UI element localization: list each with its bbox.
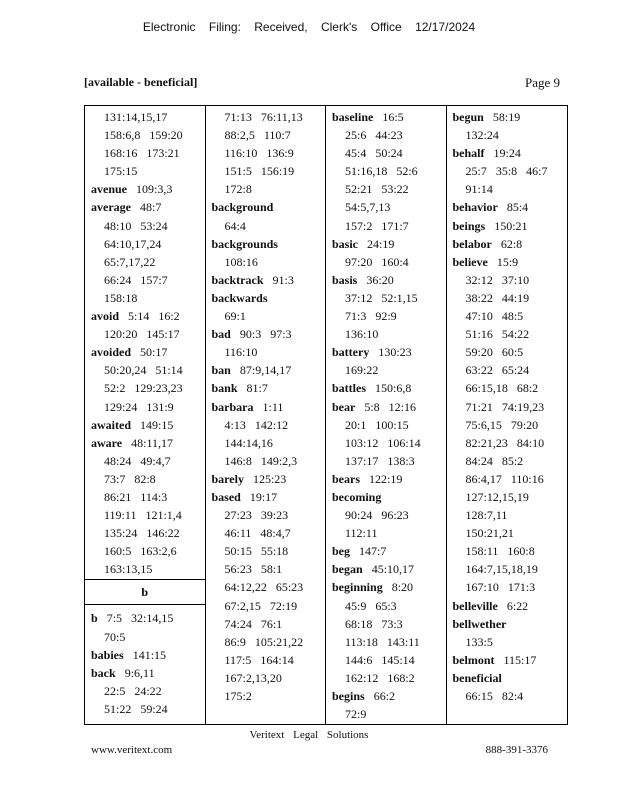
index-entry bbox=[326, 488, 446, 542]
page-line-refs-continued: 71:13 76:11,13 bbox=[224, 110, 303, 124]
page-line-refs-continued: 71:21 74:19,23 bbox=[465, 399, 545, 414]
page-line-refs-continued: 70:5 bbox=[104, 629, 126, 644]
footer-company bbox=[0, 729, 618, 741]
index-term: believe bbox=[452, 254, 488, 269]
index-entry bbox=[447, 144, 568, 198]
page-line-refs-continued: 64:10,17,24 bbox=[104, 236, 162, 251]
page-line-refs-continued: 51:16,18 52:6 bbox=[345, 164, 418, 179]
index-term: awaited bbox=[91, 417, 131, 432]
index-term: battery bbox=[332, 345, 370, 360]
page-line-refs-continued: 88:2,5 110:7 bbox=[224, 128, 291, 143]
page-line-refs-continued: 59:20 60:5 bbox=[465, 345, 524, 360]
index-entry bbox=[326, 379, 446, 397]
index-entry bbox=[326, 108, 446, 235]
index-term: bank bbox=[211, 381, 238, 396]
page-line-refs-continued: 116:10 136:9 bbox=[224, 146, 294, 161]
index-entry bbox=[326, 343, 446, 379]
page-line-refs-continued: 135:24 146:22 bbox=[104, 526, 180, 541]
page-line-refs: 45:10,17 bbox=[371, 562, 415, 577]
index-entry bbox=[85, 198, 205, 307]
entry-first-line bbox=[206, 198, 326, 216]
page-line-refs: 48:11,17 bbox=[131, 435, 173, 450]
page-line-refs-continued: 32:12 37:10 bbox=[465, 272, 530, 287]
index-entry bbox=[447, 198, 568, 216]
page-line-refs-continued: 74:24 76:1 bbox=[224, 616, 283, 631]
entry-first-line bbox=[206, 235, 326, 253]
page-line-refs: 87:9,14,17 bbox=[239, 363, 292, 378]
index-entry bbox=[326, 398, 446, 470]
page-line-refs-continued: 108:16 bbox=[224, 254, 258, 269]
page-line-refs-continued: 103:12 106:14 bbox=[345, 435, 421, 450]
page-line-refs-continued: 82:21,23 84:10 bbox=[465, 435, 545, 450]
index-entry bbox=[85, 646, 205, 664]
page-line-refs: 125:23 bbox=[252, 471, 287, 486]
entry-first-line bbox=[85, 198, 205, 216]
page-line-refs-continued: 25:6 44:23 bbox=[345, 128, 403, 143]
page-line-refs-continued: 175:2 bbox=[224, 689, 252, 703]
page-line-refs-continued: 66:15,18 68:2 bbox=[465, 381, 539, 396]
page-line-refs-continued: 146:8 149:2,3 bbox=[224, 453, 298, 468]
filing-header bbox=[0, 20, 618, 34]
page-line-refs: 115:17 bbox=[503, 652, 537, 667]
page-line-refs-continued: 63:22 65:24 bbox=[465, 363, 530, 378]
page-line-refs-continued: 116:10 bbox=[224, 345, 258, 360]
page-line-refs-continued: 86:9 105:21,22 bbox=[224, 634, 304, 649]
page-line-refs-continued: 69:1 bbox=[224, 309, 246, 324]
index-entry bbox=[447, 651, 568, 669]
index-term: avoid bbox=[91, 309, 120, 324]
index-term: avoided bbox=[91, 345, 132, 360]
page-line-refs-continued: 46:11 48:4,7 bbox=[224, 526, 291, 541]
page-line-refs: 147:7 bbox=[359, 544, 387, 559]
index-term: aware bbox=[91, 435, 123, 450]
entry-first-line bbox=[326, 560, 446, 578]
index-term: begins bbox=[332, 689, 365, 703]
page-line-refs-continued: 113:18 143:11 bbox=[345, 634, 420, 649]
index-entry bbox=[326, 271, 446, 343]
page-line-refs-continued: 86:4,17 110:16 bbox=[465, 471, 544, 486]
index-term: back bbox=[91, 665, 116, 680]
index-entry bbox=[447, 669, 568, 705]
index-entry bbox=[447, 108, 568, 144]
footer-company-word-3: Solutions bbox=[326, 729, 369, 741]
page-line-refs-continued: 167:10 171:3 bbox=[465, 580, 536, 595]
index-term: beings bbox=[452, 218, 486, 233]
page-line-refs-continued: 54:5,7,13 bbox=[345, 200, 391, 215]
entry-first-line bbox=[326, 488, 446, 506]
entry-first-line bbox=[326, 470, 446, 488]
page-line-refs-continued: 22:5 24:22 bbox=[104, 683, 162, 698]
page-number: Page 9 bbox=[524, 75, 560, 90]
index-term: ban bbox=[211, 363, 231, 378]
page-line-refs: 141:15 bbox=[132, 647, 167, 662]
entry-first-line bbox=[447, 253, 568, 271]
index-term: began bbox=[332, 562, 363, 577]
index-term: babies bbox=[91, 647, 124, 662]
entry-first-line bbox=[447, 615, 568, 633]
page-line-refs-continued: 91:14 bbox=[465, 182, 493, 197]
entry-first-line bbox=[85, 416, 205, 434]
index-entry bbox=[206, 361, 326, 379]
entry-first-line bbox=[85, 646, 205, 664]
index-entry bbox=[326, 687, 446, 723]
page-line-refs-continued: 84:24 85:2 bbox=[465, 453, 524, 468]
page-line-refs-continued: 45:4 50:24 bbox=[345, 146, 403, 161]
page-line-refs: 48:7 bbox=[139, 200, 162, 215]
entry-first-line bbox=[447, 669, 568, 687]
page-line-refs-continued: 175:15 bbox=[104, 164, 138, 179]
page-line-refs: 50:17 bbox=[140, 345, 168, 360]
page-line-refs: 6:22 bbox=[506, 598, 529, 613]
index-entry bbox=[85, 664, 205, 718]
index-term: barely bbox=[211, 471, 244, 486]
page-line-refs-continued: 150:21,21 bbox=[465, 526, 514, 541]
index-term: backgrounds bbox=[211, 236, 278, 251]
page-line-refs-continued: 27:23 39:23 bbox=[224, 508, 289, 523]
entry-first-line bbox=[206, 398, 326, 416]
page-line-refs-continued: 151:5 156:19 bbox=[224, 164, 295, 179]
entry-first-line bbox=[326, 343, 446, 361]
page-line-refs: 5:8 12:16 bbox=[364, 399, 416, 414]
page-line-refs-continued: 45:9 65:3 bbox=[345, 598, 397, 613]
entry-first-line bbox=[326, 235, 446, 253]
entry-first-line bbox=[447, 217, 568, 235]
entry-first-line bbox=[447, 235, 568, 253]
page-line-refs: 19:17 bbox=[249, 489, 278, 504]
entry-first-line bbox=[326, 271, 446, 289]
entry-first-line bbox=[206, 379, 326, 397]
page-line-refs: 7:5 32:14,15 bbox=[106, 611, 174, 626]
index-column bbox=[326, 106, 447, 724]
page-line-refs-continued: 117:5 164:14 bbox=[224, 652, 294, 667]
page-line-refs: 16:5 bbox=[382, 110, 404, 124]
index-term: background bbox=[211, 200, 274, 215]
index-range-label: [available - beneficial] bbox=[84, 75, 198, 89]
page-line-refs-continued: 72:9 bbox=[345, 707, 367, 722]
index-entry bbox=[206, 198, 326, 234]
page-line-refs: 58:19 bbox=[492, 110, 521, 124]
index-entry bbox=[85, 343, 205, 415]
page-line-refs-continued: 38:22 44:19 bbox=[465, 290, 530, 305]
index-term: becoming bbox=[332, 489, 382, 504]
page-line-refs-continued: 119:11 121:1,4 bbox=[104, 508, 182, 523]
page-line-refs: 130:23 bbox=[378, 345, 412, 360]
index-term: backwards bbox=[211, 290, 268, 305]
page-line-refs: 91:3 bbox=[272, 272, 294, 287]
page-line-refs: 149:15 bbox=[140, 417, 174, 432]
index-entry bbox=[85, 307, 205, 343]
page-line-refs-continued: 168:16 173:21 bbox=[104, 146, 180, 161]
page-line-refs-continued: 129:24 131:9 bbox=[104, 399, 174, 414]
index-term: bellwether bbox=[452, 616, 507, 631]
page-line-refs-continued: 71:3 92:9 bbox=[345, 309, 397, 324]
index-entry bbox=[326, 560, 446, 578]
page-line-refs-continued: 169:22 bbox=[345, 363, 379, 378]
page-line-refs-continued: 52:21 53:22 bbox=[345, 182, 409, 197]
page-line-refs-continued: 51:16 54:22 bbox=[465, 327, 530, 342]
footer-company-word-2: Legal bbox=[293, 729, 319, 741]
page-line-refs-continued: 65:7,17,22 bbox=[104, 254, 156, 269]
entry-first-line bbox=[447, 144, 568, 162]
index-term: baseline bbox=[332, 110, 374, 124]
page-line-refs: 19:24 bbox=[493, 146, 521, 161]
page-line-refs-continued: 47:10 48:5 bbox=[465, 309, 524, 324]
entry-first-line bbox=[326, 687, 446, 705]
page-line-refs: 8:20 bbox=[391, 580, 414, 595]
page-line-refs-continued: 67:2,15 72:19 bbox=[224, 598, 298, 613]
page-line-refs-continued: 157:2 171:7 bbox=[345, 218, 409, 233]
index-entry bbox=[85, 416, 205, 434]
index-term: avenue bbox=[91, 182, 127, 197]
entry-first-line bbox=[326, 379, 446, 397]
index-entry bbox=[206, 379, 326, 397]
index-term: begun bbox=[452, 110, 484, 124]
index-entry bbox=[206, 470, 326, 488]
entry-first-line bbox=[326, 398, 446, 416]
filing-header-clerks: Clerk's bbox=[320, 20, 358, 34]
entry-first-line bbox=[85, 343, 205, 361]
page-line-refs-continued: 20:1 100:15 bbox=[345, 417, 409, 432]
page-line-refs-continued: 133:5 bbox=[465, 634, 493, 649]
page-line-refs: 1:11 bbox=[262, 399, 284, 414]
page-line-refs: 109:3,3 bbox=[136, 182, 173, 197]
page-line-refs-continued: 68:18 73:3 bbox=[345, 616, 403, 631]
page-line-refs: 66:2 bbox=[373, 689, 396, 703]
entry-first-line bbox=[85, 434, 205, 452]
index-column bbox=[447, 106, 568, 724]
filing-header-date: 12/17/2024 bbox=[415, 20, 476, 34]
index-term: beginning bbox=[332, 580, 383, 595]
page-line-refs-continued: 144:14,16 bbox=[224, 435, 273, 450]
index-entry bbox=[447, 597, 568, 615]
filing-header-office: Office bbox=[370, 20, 402, 34]
index-entry bbox=[85, 609, 205, 645]
page-line-refs-continued: 66:24 157:7 bbox=[104, 272, 168, 287]
index-term: backtrack bbox=[211, 272, 264, 287]
index-term: bears bbox=[332, 471, 360, 486]
entry-first-line bbox=[85, 609, 205, 627]
index-term: behavior bbox=[452, 200, 498, 215]
index-entry bbox=[326, 578, 446, 687]
entry-first-line bbox=[447, 597, 568, 615]
index-term: bear bbox=[332, 399, 356, 414]
index-term: b bbox=[91, 611, 98, 626]
index-entry bbox=[326, 470, 446, 488]
index-term: behalf bbox=[452, 146, 485, 161]
entry-first-line bbox=[206, 361, 326, 379]
entry-first-line bbox=[206, 325, 326, 343]
section-letter-header: b bbox=[85, 579, 205, 605]
entry-first-line bbox=[206, 289, 326, 307]
entry-first-line bbox=[326, 578, 446, 596]
page-line-refs-continued: 64:12,22 65:23 bbox=[224, 580, 304, 595]
page-line-refs-continued: 112:11 bbox=[345, 526, 378, 541]
page-line-refs: 24:19 bbox=[367, 236, 395, 251]
page-line-refs: 150:6,8 bbox=[375, 381, 412, 396]
page-line-refs-continued: 25:7 35:8 46:7 bbox=[465, 164, 548, 179]
page-line-refs-continued: 158:18 bbox=[104, 290, 138, 305]
page-line-refs-continued: 172:8 bbox=[224, 182, 252, 197]
entry-first-line bbox=[85, 180, 205, 198]
page-line-refs-continued: 120:20 145:17 bbox=[104, 327, 180, 342]
index-entry bbox=[447, 217, 568, 235]
entry-first-line bbox=[447, 108, 568, 126]
entry-first-line bbox=[85, 307, 205, 325]
index-entry bbox=[206, 289, 326, 325]
index-entry bbox=[206, 488, 326, 705]
page-line-refs: 122:19 bbox=[369, 471, 403, 486]
page-line-refs-continued: 131:14,15,17 bbox=[104, 110, 168, 124]
page-line-refs-continued: 50:15 55:18 bbox=[224, 544, 289, 559]
page-line-refs-continued: 163:13,15 bbox=[104, 562, 153, 577]
page-line-refs-continued: 66:15 82:4 bbox=[465, 689, 524, 703]
index-entry bbox=[85, 180, 205, 198]
filing-header-received: Received, bbox=[254, 20, 308, 34]
index-entry bbox=[326, 542, 446, 560]
page-line-refs: 81:7 bbox=[246, 381, 268, 396]
page-line-refs-continued: 4:13 142:12 bbox=[224, 417, 289, 432]
index-entry bbox=[85, 434, 205, 579]
page-line-refs-continued: 90:24 96:23 bbox=[345, 508, 409, 523]
index-entry bbox=[85, 108, 205, 180]
page-line-refs-continued: 97:20 160:4 bbox=[345, 254, 409, 269]
page-line-refs-continued: 144:6 145:14 bbox=[345, 652, 415, 667]
index-entry bbox=[206, 235, 326, 271]
filing-header-filing: Filing: bbox=[208, 20, 241, 34]
page-line-refs-continued: 56:23 58:1 bbox=[224, 562, 283, 577]
index-term: barbara bbox=[211, 399, 254, 414]
page-line-refs: 62:8 bbox=[500, 236, 523, 251]
page-line-refs: 36:20 bbox=[366, 272, 394, 287]
index-term: basic bbox=[332, 236, 359, 251]
index-term: belabor bbox=[452, 236, 492, 251]
page-line-refs-continued: 52:2 129:23,23 bbox=[104, 381, 183, 396]
index-term: average bbox=[91, 200, 131, 215]
index-entry bbox=[206, 108, 326, 198]
index-entry bbox=[447, 253, 568, 597]
entry-first-line bbox=[206, 470, 326, 488]
index-entry bbox=[206, 271, 326, 289]
page-line-refs: 5:14 16:2 bbox=[128, 309, 180, 324]
entry-first-line bbox=[326, 542, 446, 560]
page-line-refs-continued: 158:11 160:8 bbox=[465, 544, 535, 559]
filing-header-electronic: Electronic bbox=[142, 20, 196, 34]
page-line-refs: 15:9 bbox=[496, 254, 519, 269]
page-line-refs-continued: 37:12 52:1,15 bbox=[345, 290, 418, 305]
page-line-refs-continued: 132:24 bbox=[465, 128, 499, 143]
footer-company-word-1: Veritext bbox=[249, 729, 285, 741]
page-line-refs-continued: 75:6,15 79:20 bbox=[465, 417, 539, 432]
index-column bbox=[85, 106, 206, 724]
index-term: beg bbox=[332, 544, 350, 559]
entry-first-line bbox=[206, 488, 326, 506]
index-entry bbox=[206, 398, 326, 470]
page-line-refs-continued: 48:10 53:24 bbox=[104, 218, 168, 233]
page-line-refs-continued: 64:4 bbox=[224, 218, 246, 233]
page-line-refs-continued: 164:7,15,18,19 bbox=[465, 562, 538, 577]
footer-website: www.veritext.com bbox=[91, 744, 173, 756]
page-line-refs: 85:4 bbox=[506, 200, 529, 215]
page-line-refs: 9:6,11 bbox=[124, 665, 155, 680]
entry-first-line bbox=[206, 271, 326, 289]
page-line-refs-continued: 160:5 163:2,6 bbox=[104, 544, 177, 559]
index-term: belleville bbox=[452, 598, 498, 613]
footer-phone: 888-391-3376 bbox=[485, 744, 548, 756]
page-line-refs-continued: 167:2,13,20 bbox=[224, 670, 282, 685]
page-line-refs-continued: 162:12 168:2 bbox=[345, 670, 415, 685]
page-line-refs-continued: 73:7 82:8 bbox=[104, 471, 156, 486]
page-line-refs: 150:21 bbox=[494, 218, 528, 233]
entry-first-line bbox=[447, 198, 568, 216]
page-line-refs-continued: 50:20,24 51:14 bbox=[104, 363, 183, 378]
index-term: based bbox=[211, 489, 241, 504]
page-line-refs-continued: 86:21 114:3 bbox=[104, 489, 168, 504]
word-index-table bbox=[84, 105, 568, 725]
index-entry bbox=[326, 235, 446, 271]
entry-first-line bbox=[85, 664, 205, 682]
index-entry bbox=[447, 235, 568, 253]
index-entry bbox=[447, 615, 568, 651]
index-term: beneficial bbox=[452, 670, 502, 685]
index-column bbox=[206, 106, 327, 724]
index-term: battles bbox=[332, 381, 366, 396]
page-line-refs-continued: 51:22 59:24 bbox=[104, 701, 168, 716]
page-line-refs-continued: 136:10 bbox=[345, 327, 379, 342]
index-term: bad bbox=[211, 327, 231, 342]
index-term: basis bbox=[332, 272, 358, 287]
index-term: belmont bbox=[452, 652, 495, 667]
entry-first-line bbox=[326, 108, 446, 126]
index-entry bbox=[206, 325, 326, 361]
page-line-refs-continued: 127:12,15,19 bbox=[465, 489, 529, 504]
entry-first-line bbox=[447, 651, 568, 669]
page-line-refs-continued: 48:24 49:4,7 bbox=[104, 453, 171, 468]
page-line-refs-continued: 137:17 138:3 bbox=[345, 453, 415, 468]
page-line-refs-continued: 158:6,8 159:20 bbox=[104, 128, 183, 143]
page-line-refs: 90:3 97:3 bbox=[239, 327, 292, 342]
page-line-refs-continued: 128:7,11 bbox=[465, 508, 508, 523]
